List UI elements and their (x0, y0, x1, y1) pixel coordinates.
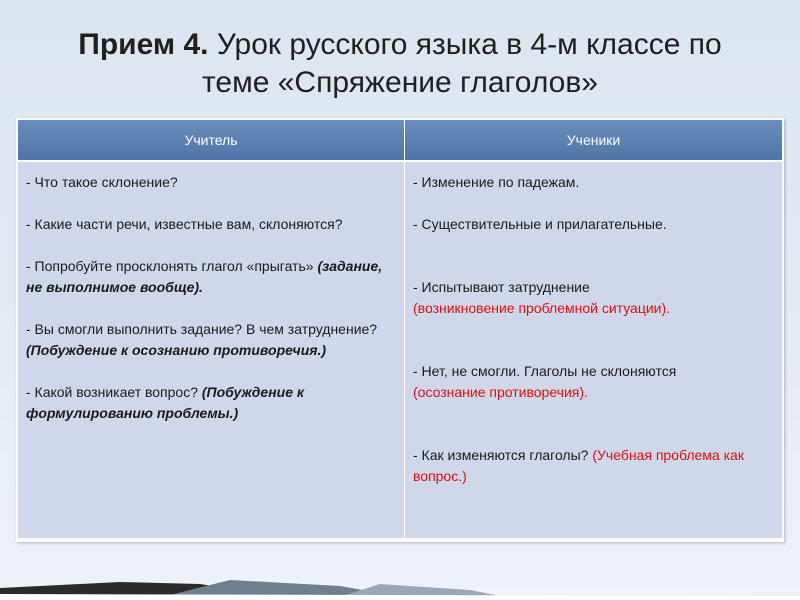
teacher-entry-1 (26, 172, 396, 193)
teacher-entry-4 (26, 319, 396, 361)
students-text-5: - Как изменяются глаголы? (413, 447, 589, 463)
dialog-table-frame (16, 118, 784, 542)
students-note-5: (Учебная проблема как вопрос.) (413, 447, 744, 484)
students-entry-5 (413, 445, 774, 487)
teacher-note-5: (Побуждение к формулированию проблемы.) (26, 384, 304, 421)
dialog-table (18, 120, 782, 538)
teacher-text-1: - Что такое склонение? (26, 174, 178, 190)
footer-swoosh-decoration (0, 570, 800, 600)
students-entry-4 (413, 361, 774, 403)
students-note-4: (осознание противоречия). (413, 384, 588, 400)
teacher-text-5: - Какой возникает вопрос? (26, 384, 198, 400)
teacher-text-2: - Какие части речи, известные вам, склоняются? (26, 216, 343, 232)
table-row (18, 161, 782, 538)
title-bold: Прием 4. (78, 28, 209, 61)
students-text-2: - Существительные и прилагательные. (413, 216, 667, 232)
title-line-1-text: Урок русского языка в 4-м классе по (216, 28, 722, 61)
header-teacher: Учитель (18, 120, 405, 161)
title-line-1 (20, 26, 780, 64)
teacher-entry-2 (26, 214, 396, 235)
teacher-text-4: - Вы смогли выполнить задание? В чем затруднение? (26, 321, 378, 337)
students-text-4: - Нет, не смогли. Глаголы не склоняются (413, 363, 677, 379)
students-column (405, 161, 783, 538)
teacher-column (18, 161, 405, 538)
teacher-note-4: (Побуждение к осознанию противоречия.) (26, 342, 327, 358)
slide-title (20, 26, 780, 102)
students-text-3: - Испытывают затруднение (413, 279, 590, 295)
students-entry-2 (413, 214, 774, 235)
students-note-3: (возникновение проблемной ситуации). (413, 300, 671, 316)
teacher-entry-3 (26, 256, 396, 298)
title-line-2: теме «Спряжение глаголов» (202, 66, 598, 99)
table-header-row (18, 120, 782, 161)
students-text-1: - Изменение по падежам. (413, 174, 580, 190)
teacher-text-3: - Попробуйте просклонять глагол «прыгать» (26, 258, 314, 274)
teacher-entry-5 (26, 382, 396, 424)
students-entry-3 (413, 277, 774, 319)
header-students: Ученики (405, 120, 783, 161)
teacher-note-3: (задание, не выполнимое вообще). (26, 258, 383, 295)
students-entry-1 (413, 172, 774, 193)
